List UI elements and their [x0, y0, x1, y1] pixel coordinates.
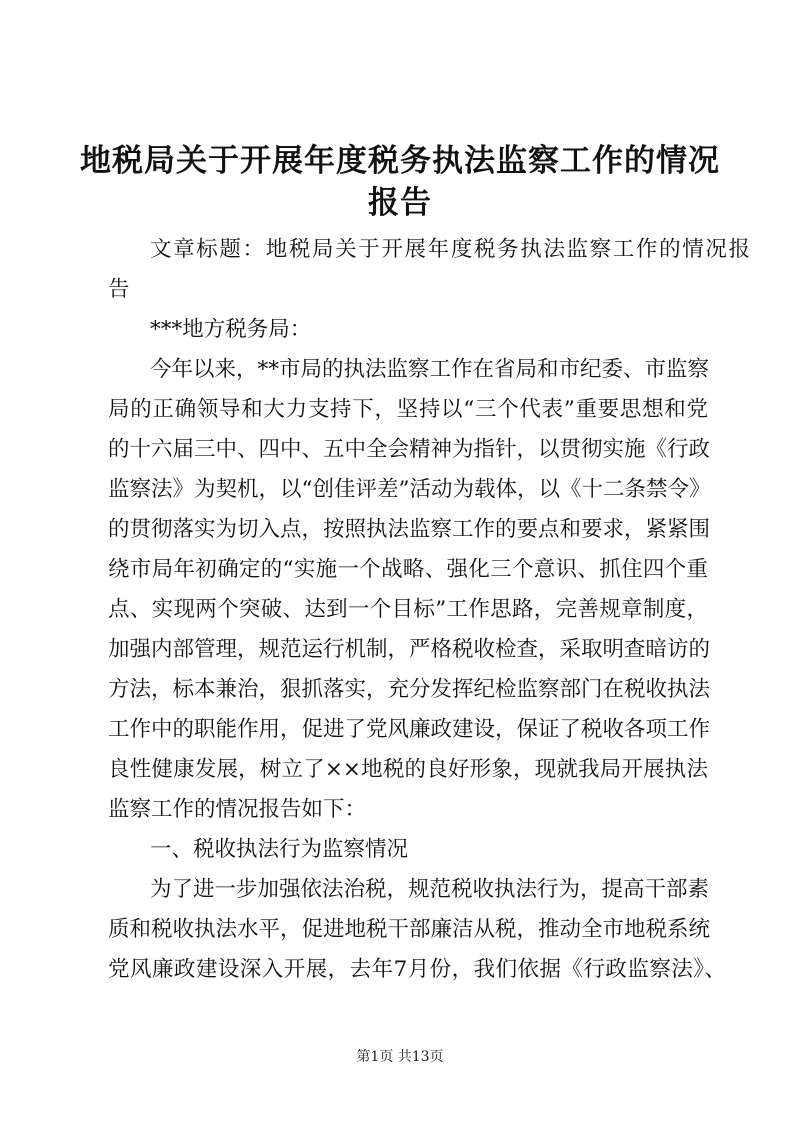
body-line: 质和税收执法水平，促进地税干部廉洁从税，推动全市地税系统 — [108, 917, 711, 942]
body-line: 点、实现两个突破、达到一个目标”工作思路，完善规章制度， — [108, 597, 708, 622]
body-line: 良性健康发展，树立了××地税的良好形象，现就我局开展执法 — [108, 757, 708, 782]
body-line: 加强内部管理，规范运行机制，严格税收检查，采取明查暗访的 — [108, 637, 711, 662]
body-line: 党风廉政建设深入开展，去年7月份，我们依据《行政监察法》、 — [108, 957, 726, 982]
page-number: 第1页 共13页 — [356, 1049, 444, 1065]
body-line: 为了进一步加强依法治税，规范税收执法行为，提高干部素 — [150, 877, 710, 902]
body-line: 监察工作的情况报告如下： — [108, 797, 367, 822]
body-line: 文章标题：地税局关于开展年度税务执法监察工作的情况报 — [150, 237, 750, 262]
section-heading: 一、税收执法行为监察情况 — [150, 837, 409, 862]
body-line: 告 — [108, 277, 130, 302]
document-title-line-1: 地税局关于开展年度税务执法监察工作的情况 — [80, 143, 720, 179]
body-line: 工作中的职能作用，促进了党风廉政建设，保证了税收各项工作 — [108, 717, 711, 742]
body-line: 监察法》为契机，以“创佳评差”活动为载体，以《十二条禁令》 — [108, 477, 711, 502]
body-line: 绕市局年初确定的“实施一个战略、强化三个意识、抓住四个重 — [108, 557, 708, 582]
document-title-line-2: 报告 — [368, 185, 432, 221]
body-line: 局的正确领导和大力支持下，坚持以“三个代表”重要思想和党 — [108, 397, 708, 422]
body-line: 的十六届三中、四中、五中全会精神为指针，以贯彻实施《行政 — [108, 437, 711, 462]
body-line: 方法，标本兼治，狠抓落实，充分发挥纪检监察部门在税收执法 — [108, 677, 711, 702]
body-line: 的贯彻落实为切入点，按照执法监察工作的要点和要求，紧紧围 — [108, 517, 711, 542]
body-line: 今年以来，**市局的执法监察工作在省局和市纪委、市监察 — [150, 357, 710, 382]
salutation: ***地方税务局： — [150, 317, 312, 342]
